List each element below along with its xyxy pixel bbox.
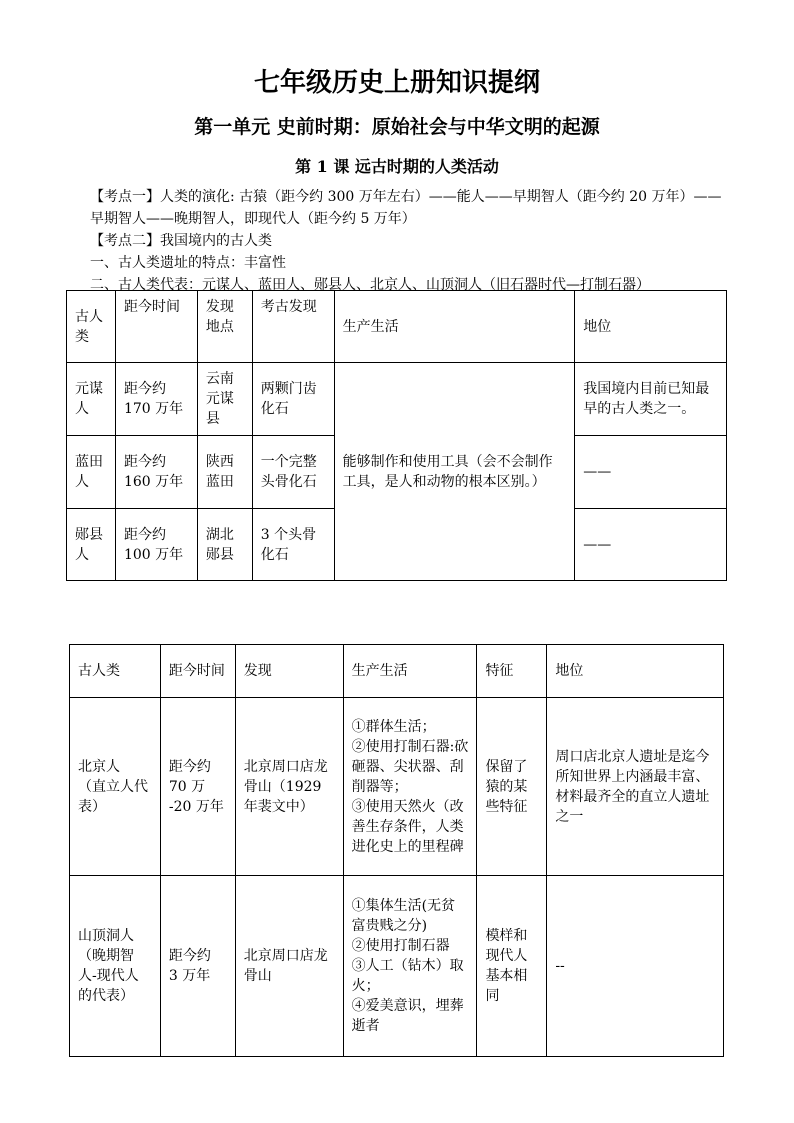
lesson-title: 第 1 课 远古时期的人类活动 bbox=[295, 157, 499, 176]
cell-find: 北京周口店龙骨山 bbox=[235, 876, 343, 1057]
cell-feature: 模样和现代人基本相同 bbox=[477, 876, 547, 1057]
cell-time: 距今约 70 万 -20 万年 bbox=[160, 698, 235, 876]
cell-feature: 保留了猿的某些特征 bbox=[477, 698, 547, 876]
cell-status: —— bbox=[575, 436, 727, 509]
paleolithic-humans-table bbox=[69, 644, 724, 1057]
point-one: 【考点一】人类的演化: 古猿（距今约 300 万年左右）——能人——早期智人（距今约 20 万年）——早期智人——晚期智人，即现代人（距今约 5 万年） bbox=[90, 189, 722, 227]
header-cell: 发现 bbox=[235, 645, 343, 698]
cell-place: 湖北郧县 bbox=[197, 509, 252, 581]
point-two: 【考点二】我国境内的古人类 bbox=[90, 233, 272, 249]
table-row bbox=[70, 698, 724, 876]
cell-place: 云南元谋县 bbox=[197, 363, 252, 436]
cell-time: 距今约 3 万年 bbox=[160, 876, 235, 1057]
cell-find: 两颗门齿化石 bbox=[252, 363, 334, 436]
table-row bbox=[67, 363, 727, 436]
cell-life: ①集体生活(无贫富贵贱之分) ②使用打制石器 ③人工（钻木）取火； ④爱美意识，埋葬逝者 bbox=[343, 876, 477, 1057]
cell-time: 距今约 170 万年 bbox=[115, 363, 197, 436]
item-one: 一、古人类遗址的特点：丰富性 bbox=[90, 255, 286, 271]
cell-time: 距今约 100 万年 bbox=[115, 509, 197, 581]
header-cell: 特征 bbox=[477, 645, 547, 698]
cell-find: 一个完整头骨化石 bbox=[252, 436, 334, 509]
cell-status: -- bbox=[547, 876, 724, 1057]
cell-name: 元谋人 bbox=[67, 363, 116, 436]
header-cell: 发现地点 bbox=[197, 291, 252, 363]
header-cell: 考古发现 bbox=[252, 291, 334, 363]
cell-name: 北京人 （直立人代表） bbox=[70, 698, 161, 876]
cell-status: 周口店北京人遗址是迄今所知世界上内涵最丰富、材料最齐全的直立人遗址之一 bbox=[547, 698, 724, 876]
cell-life: ①群体生活； ②使用打制石器:砍砸器、尖状器、刮削器等； ③使用天然火（改善生存条件，人类进化史上的里程碑 bbox=[343, 698, 477, 876]
item-two: 二、古人类代表：元谋人、蓝田人、郧县人、北京人、山顶洞人（旧石器时代—打制石器） bbox=[90, 277, 650, 293]
cell-name: 山顶洞人 （晚期智人-现代人的代表） bbox=[70, 876, 161, 1057]
cell-life-merged: 能够制作和使用工具（会不会制作工具，是人和动物的根本区别。） bbox=[334, 363, 575, 581]
header-cell: 距今时间 bbox=[115, 291, 197, 363]
cell-status: 我国境内目前已知最早的古人类之一。 bbox=[575, 363, 727, 436]
unit-title: 第一单元 史前时期：原始社会与中华文明的起源 bbox=[194, 116, 600, 138]
outline-text bbox=[62, 186, 734, 296]
cell-place: 陕西蓝田 bbox=[197, 436, 252, 509]
cell-find: 3 个头骨化石 bbox=[252, 509, 334, 581]
table-header-row bbox=[70, 645, 724, 698]
header-cell: 生产生活 bbox=[334, 291, 575, 363]
early-humans-table bbox=[66, 290, 727, 581]
header-cell: 距今时间 bbox=[160, 645, 235, 698]
table-header-row bbox=[67, 291, 727, 363]
table-row bbox=[70, 876, 724, 1057]
header-cell: 生产生活 bbox=[343, 645, 477, 698]
header-cell: 古人类 bbox=[70, 645, 161, 698]
header-cell: 地位 bbox=[575, 291, 727, 363]
cell-time: 距今约 160 万年 bbox=[115, 436, 197, 509]
cell-name: 蓝田人 bbox=[67, 436, 116, 509]
header-cell: 古人类 bbox=[67, 291, 116, 363]
header-cell: 地位 bbox=[547, 645, 724, 698]
cell-status: —— bbox=[575, 509, 727, 581]
page-title: 七年级历史上册知识提纲 bbox=[253, 68, 540, 98]
cell-find: 北京周口店龙骨山（1929 年裴文中） bbox=[235, 698, 343, 876]
cell-name: 郧县人 bbox=[67, 509, 116, 581]
